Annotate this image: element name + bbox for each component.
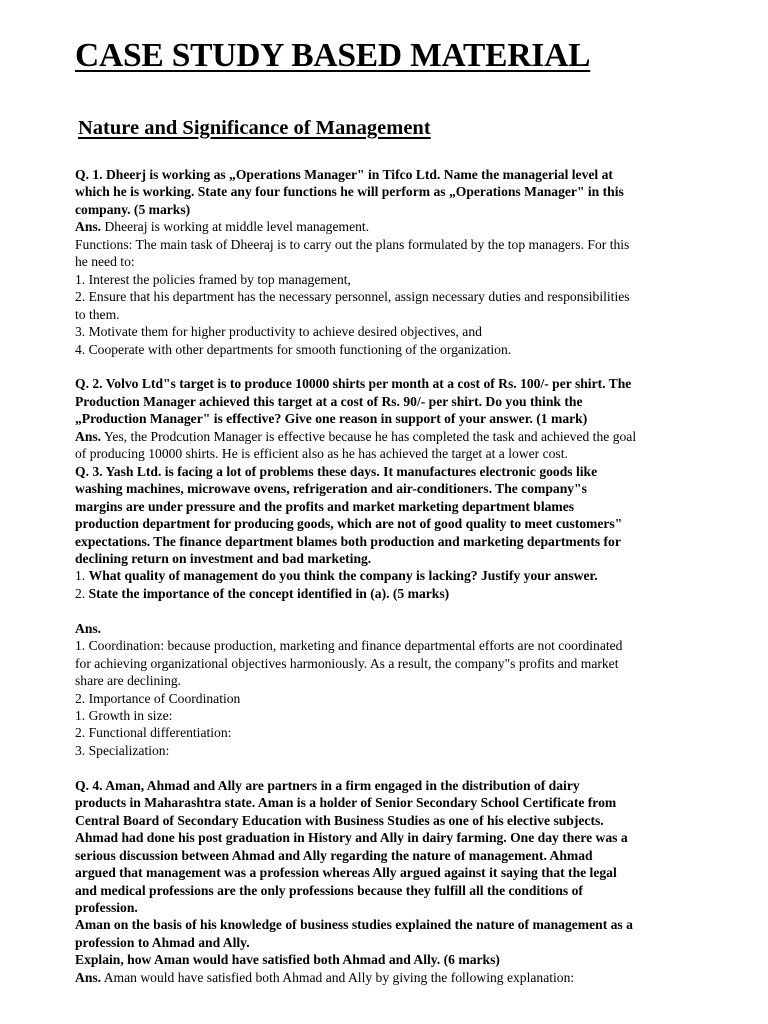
sub-question-number: 1. (75, 568, 89, 584)
answer-line: share are declining. (75, 673, 182, 689)
answer-label: Ans. (75, 428, 102, 444)
question-line: Q. 3. Yash Ltd. is facing a lot of problems these days. It manufactures electronic goods like (75, 463, 598, 479)
answer-line: to them. (75, 306, 120, 322)
question-4 (75, 777, 707, 969)
answer-2 (75, 428, 707, 463)
answer-line: 1. Growth in size: (75, 708, 173, 724)
answer-label: Ans. (75, 969, 102, 985)
answer-text: Yes, the Prodcution Manager is effective because he has completed the task and achieved the goal (101, 428, 637, 444)
question-line: products in Maharashtra state. Aman is a holder of Senior Secondary School Certificate from (75, 795, 617, 811)
answer-line (75, 428, 707, 445)
answer-line: 3. Motivate them for higher productivity to achieve desired objectives, and (75, 324, 482, 340)
document-title: CASE STUDY BASED MATERIAL (75, 37, 591, 74)
question-line: Production Manager achieved this target at a cost of Rs. 90/- per shirt. Do you think the (75, 393, 583, 409)
question-line: Central Board of Secondary Education with Business Studies as one of his elective subjects. (75, 812, 604, 828)
answer-3 (75, 620, 707, 760)
answer-text: Aman would have satisfied both Ahmad and Ally by giving the following explanation: (101, 969, 575, 985)
answer-line (75, 218, 707, 235)
spacer (75, 358, 707, 375)
spacer (75, 602, 707, 619)
answer-line: 2. Functional differentiation: (75, 725, 232, 741)
question-2 (75, 375, 707, 427)
answer-line: 2. Ensure that his department has the necessary personnel, assign necessary duties and responsibilities (75, 289, 630, 305)
question-line: serious discussion between Ahmad and Ally regarding the nature of management. Ahmad (75, 847, 593, 863)
answer-line: Functions: The main task of Dheeraj is to carry out the plans formulated by the top managers. For this (75, 236, 630, 252)
sub-question-1 (75, 567, 707, 584)
answer-4 (75, 969, 707, 986)
question-line: margins are under pressure and the profits and market marketing department blames (75, 498, 575, 514)
question-line: company. (5 marks) (75, 201, 191, 217)
question-line: and medical professions are the only professions because they fulfill all the conditions of (75, 882, 583, 898)
answer-line (75, 969, 707, 986)
question-line: Q. 2. Volvo Ltd"s target is to produce 10000 shirts per month at a cost of Rs. 100/- per shirt. The (75, 376, 632, 392)
answer-text: Dheeraj is working at middle level management. (101, 219, 370, 235)
sub-question-number: 2. (75, 585, 89, 601)
answer-1 (75, 218, 707, 358)
answer-line: 1. Coordination: because production, marketing and finance departmental efforts are not coordinated (75, 638, 623, 654)
question-3 (75, 463, 707, 603)
answer-line: 4. Cooperate with other departments for smooth functioning of the organization. (75, 341, 512, 357)
question-line: Q. 4. Aman, Ahmad and Ally are partners in a firm engaged in the distribution of dairy (75, 777, 580, 793)
answer-line: of producing 10000 shirts. He is efficient also as he has achieved the target at a lower cost. (75, 446, 568, 462)
question-line: Explain, how Aman would have satisfied both Ahmad and Ally. (6 marks) (75, 952, 500, 968)
question-line: Q. 1. Dheerj is working as „Operations Manager" in Tifco Ltd. Name the managerial level at (75, 167, 613, 182)
question-line: which he is working. State any four functions he will perform as „Operations Manager" in this (75, 184, 624, 200)
question-line: argued that management was a profession whereas Ally argued against it saying that the legal (75, 865, 617, 881)
question-line: Aman on the basis of his knowledge of business studies explained the nature of management as a (75, 917, 633, 933)
answer-label: Ans. (75, 219, 102, 235)
answer-line: he need to: (75, 254, 135, 270)
question-1 (75, 166, 707, 218)
spacer (75, 759, 707, 776)
question-line: expectations. The finance department blames both production and marketing departments for (75, 533, 621, 549)
question-line: production department for producing goods, which are not of good quality to meet customers" (75, 516, 623, 532)
answer-line: for achieving organizational objectives harmoniously. As a result, the company"s profits and market (75, 655, 619, 671)
sub-question-text: What quality of management do you think the company is lacking? Justify your answer. (88, 568, 598, 584)
answer-line: 3. Specialization: (75, 742, 170, 758)
sub-question-text: State the importance of the concept identified in (a). (5 marks) (88, 585, 450, 601)
answer-line: 2. Importance of Coordination (75, 690, 241, 706)
answer-line: 1. Interest the policies framed by top management, (75, 271, 351, 287)
answer-label: Ans. (75, 620, 102, 636)
sub-question-2 (75, 585, 707, 602)
question-line: Ahmad had done his post graduation in History and Ally in dairy farming. One day there was a (75, 830, 628, 846)
section-title: Nature and Significance of Management (78, 117, 431, 139)
document-body (75, 166, 707, 986)
question-line: „Production Manager" is effective? Give one reason in support of your answer. (1 mark) (75, 411, 588, 427)
question-line: declining return on investment and bad marketing. (75, 550, 372, 566)
question-line: profession. (75, 899, 138, 915)
question-line: washing machines, microwave ovens, refrigeration and air-conditioners. The company"s (75, 481, 587, 497)
question-line: profession to Ahmad and Ally. (75, 934, 250, 950)
